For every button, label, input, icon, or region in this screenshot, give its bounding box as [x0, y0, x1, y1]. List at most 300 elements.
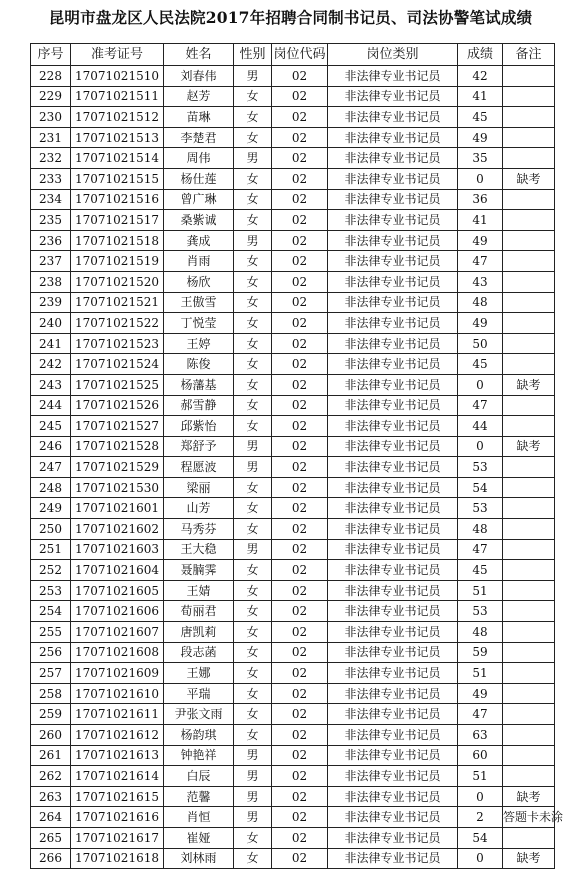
seq-cell: 250	[31, 519, 71, 540]
post-code-cell: 02	[272, 477, 328, 498]
name-cell: 王娜	[164, 663, 234, 684]
note-cell	[503, 107, 555, 128]
note-cell	[503, 313, 555, 334]
exam-id-cell: 17071021618	[71, 848, 164, 869]
table-row	[31, 622, 555, 643]
gender-cell: 男	[234, 539, 272, 560]
name-cell: 郝雪静	[164, 395, 234, 416]
post-code-cell: 02	[272, 560, 328, 581]
name-cell: 王婧	[164, 580, 234, 601]
exam-id-cell: 17071021515	[71, 168, 164, 189]
header-name: 姓名	[164, 44, 234, 66]
score-cell: 45	[458, 560, 503, 581]
table-row	[31, 580, 555, 601]
seq-cell: 248	[31, 477, 71, 498]
table-row	[31, 498, 555, 519]
seq-cell: 259	[31, 704, 71, 725]
score-cell: 53	[458, 498, 503, 519]
score-cell: 53	[458, 601, 503, 622]
header-seq: 序号	[31, 44, 71, 66]
post-category-cell: 非法律专业书记员	[328, 683, 458, 704]
table-row	[31, 642, 555, 663]
table-row	[31, 271, 555, 292]
post-category-cell: 非法律专业书记员	[328, 395, 458, 416]
table-row	[31, 786, 555, 807]
gender-cell: 女	[234, 86, 272, 107]
seq-cell: 242	[31, 354, 71, 375]
score-cell: 47	[458, 539, 503, 560]
name-cell: 郑舒予	[164, 436, 234, 457]
name-cell: 平瑞	[164, 683, 234, 704]
note-cell	[503, 725, 555, 746]
exam-id-cell: 17071021606	[71, 601, 164, 622]
table-row	[31, 210, 555, 231]
post-code-cell: 02	[272, 292, 328, 313]
exam-id-cell: 17071021516	[71, 189, 164, 210]
post-code-cell: 02	[272, 704, 328, 725]
name-cell: 杨藩基	[164, 374, 234, 395]
post-code-cell: 02	[272, 230, 328, 251]
post-code-cell: 02	[272, 807, 328, 828]
post-category-cell: 非法律专业书记员	[328, 539, 458, 560]
document-title: 昆明市盘龙区人民法院2017年招聘合同制书记员、司法协警笔试成绩	[48, 8, 533, 27]
seq-cell: 240	[31, 313, 71, 334]
post-category-cell: 非法律专业书记员	[328, 477, 458, 498]
gender-cell: 男	[234, 745, 272, 766]
table-row	[31, 560, 555, 581]
gender-cell: 女	[234, 519, 272, 540]
seq-cell: 229	[31, 86, 71, 107]
note-cell	[503, 622, 555, 643]
post-code-cell: 02	[272, 436, 328, 457]
post-category-cell: 非法律专业书记员	[328, 519, 458, 540]
name-cell: 程愿波	[164, 457, 234, 478]
post-code-cell: 02	[272, 66, 328, 87]
score-cell: 0	[458, 168, 503, 189]
note-cell: 缺考	[503, 436, 555, 457]
name-cell: 尹张文雨	[164, 704, 234, 725]
score-cell: 0	[458, 786, 503, 807]
post-code-cell: 02	[272, 786, 328, 807]
post-code-cell: 02	[272, 333, 328, 354]
exam-id-cell: 17071021611	[71, 704, 164, 725]
score-cell: 48	[458, 622, 503, 643]
name-cell: 曾广琳	[164, 189, 234, 210]
seq-cell: 235	[31, 210, 71, 231]
table-row	[31, 827, 555, 848]
table-row	[31, 436, 555, 457]
note-cell	[503, 148, 555, 169]
table-row	[31, 251, 555, 272]
gender-cell: 男	[234, 66, 272, 87]
post-code-cell: 02	[272, 354, 328, 375]
table-row	[31, 168, 555, 189]
seq-cell: 247	[31, 457, 71, 478]
seq-cell: 255	[31, 622, 71, 643]
gender-cell: 女	[234, 601, 272, 622]
table-row	[31, 725, 555, 746]
post-code-cell: 02	[272, 519, 328, 540]
post-code-cell: 02	[272, 601, 328, 622]
score-cell: 47	[458, 704, 503, 725]
header-gender: 性别	[234, 44, 272, 66]
exam-id-cell: 17071021609	[71, 663, 164, 684]
exam-id-cell: 17071021523	[71, 333, 164, 354]
post-category-cell: 非法律专业书记员	[328, 436, 458, 457]
seq-cell: 228	[31, 66, 71, 87]
table-row	[31, 704, 555, 725]
exam-id-cell: 17071021528	[71, 436, 164, 457]
table-row	[31, 457, 555, 478]
seq-cell: 254	[31, 601, 71, 622]
post-category-cell: 非法律专业书记员	[328, 704, 458, 725]
score-cell: 48	[458, 292, 503, 313]
score-cell: 49	[458, 683, 503, 704]
seq-cell: 239	[31, 292, 71, 313]
score-cell: 45	[458, 354, 503, 375]
post-category-cell: 非法律专业书记员	[328, 354, 458, 375]
name-cell: 王傲雪	[164, 292, 234, 313]
seq-cell: 237	[31, 251, 71, 272]
exam-id-cell: 17071021512	[71, 107, 164, 128]
seq-cell: 266	[31, 848, 71, 869]
name-cell: 王大稳	[164, 539, 234, 560]
post-category-cell: 非法律专业书记员	[328, 416, 458, 437]
score-cell: 0	[458, 374, 503, 395]
score-cell: 50	[458, 333, 503, 354]
exam-id-cell: 17071021518	[71, 230, 164, 251]
post-code-cell: 02	[272, 148, 328, 169]
gender-cell: 女	[234, 127, 272, 148]
post-code-cell: 02	[272, 189, 328, 210]
gender-cell: 女	[234, 827, 272, 848]
post-code-cell: 02	[272, 271, 328, 292]
exam-id-cell: 17071021526	[71, 395, 164, 416]
post-code-cell: 02	[272, 251, 328, 272]
gender-cell: 男	[234, 786, 272, 807]
name-cell: 聂腩霁	[164, 560, 234, 581]
table-row	[31, 292, 555, 313]
header-score: 成绩	[458, 44, 503, 66]
exam-id-cell: 17071021601	[71, 498, 164, 519]
score-cell: 44	[458, 416, 503, 437]
table-row	[31, 313, 555, 334]
seq-cell: 251	[31, 539, 71, 560]
seq-cell: 244	[31, 395, 71, 416]
note-cell	[503, 766, 555, 787]
seq-cell: 257	[31, 663, 71, 684]
note-cell	[503, 251, 555, 272]
post-code-cell: 02	[272, 313, 328, 334]
gender-cell: 女	[234, 189, 272, 210]
table-row	[31, 477, 555, 498]
post-code-cell: 02	[272, 395, 328, 416]
gender-cell: 女	[234, 251, 272, 272]
post-category-cell: 非法律专业书记员	[328, 786, 458, 807]
table-row	[31, 663, 555, 684]
exam-id-cell: 17071021612	[71, 725, 164, 746]
note-cell	[503, 827, 555, 848]
score-cell: 41	[458, 210, 503, 231]
name-cell: 肖雨	[164, 251, 234, 272]
seq-cell: 233	[31, 168, 71, 189]
exam-id-cell: 17071021613	[71, 745, 164, 766]
post-code-cell: 02	[272, 766, 328, 787]
score-cell: 0	[458, 848, 503, 869]
gender-cell: 女	[234, 168, 272, 189]
score-cell: 49	[458, 313, 503, 334]
post-category-cell: 非法律专业书记员	[328, 642, 458, 663]
post-category-cell: 非法律专业书记员	[328, 86, 458, 107]
seq-cell: 232	[31, 148, 71, 169]
post-code-cell: 02	[272, 745, 328, 766]
seq-cell: 264	[31, 807, 71, 828]
score-cell: 54	[458, 477, 503, 498]
note-cell	[503, 189, 555, 210]
post-code-cell: 02	[272, 127, 328, 148]
name-cell: 李楚君	[164, 127, 234, 148]
name-cell: 苗琳	[164, 107, 234, 128]
table-row	[31, 127, 555, 148]
post-code-cell: 02	[272, 622, 328, 643]
post-category-cell: 非法律专业书记员	[328, 498, 458, 519]
exam-id-cell: 17071021602	[71, 519, 164, 540]
post-code-cell: 02	[272, 374, 328, 395]
gender-cell: 女	[234, 354, 272, 375]
gender-cell: 男	[234, 230, 272, 251]
table-row	[31, 519, 555, 540]
gender-cell: 女	[234, 725, 272, 746]
note-cell	[503, 333, 555, 354]
post-code-cell: 02	[272, 725, 328, 746]
note-cell	[503, 66, 555, 87]
name-cell: 荀丽君	[164, 601, 234, 622]
table-row	[31, 148, 555, 169]
note-cell	[503, 354, 555, 375]
table-row	[31, 416, 555, 437]
post-category-cell: 非法律专业书记员	[328, 745, 458, 766]
post-category-cell: 非法律专业书记员	[328, 601, 458, 622]
gender-cell: 女	[234, 477, 272, 498]
note-cell	[503, 210, 555, 231]
exam-id-cell: 17071021527	[71, 416, 164, 437]
note-cell	[503, 683, 555, 704]
table-row	[31, 86, 555, 107]
exam-id-cell: 17071021525	[71, 374, 164, 395]
gender-cell: 女	[234, 210, 272, 231]
seq-cell: 256	[31, 642, 71, 663]
note-cell	[503, 271, 555, 292]
post-code-cell: 02	[272, 642, 328, 663]
name-cell: 段志菡	[164, 642, 234, 663]
note-cell: 缺考	[503, 168, 555, 189]
name-cell: 崔娅	[164, 827, 234, 848]
seq-cell: 258	[31, 683, 71, 704]
post-code-cell: 02	[272, 539, 328, 560]
header-post-code: 岗位代码	[272, 44, 328, 66]
score-cell: 49	[458, 127, 503, 148]
score-cell: 59	[458, 642, 503, 663]
gender-cell: 女	[234, 560, 272, 581]
name-cell: 杨韵琪	[164, 725, 234, 746]
table-row	[31, 766, 555, 787]
seq-cell: 231	[31, 127, 71, 148]
post-category-cell: 非法律专业书记员	[328, 333, 458, 354]
post-category-cell: 非法律专业书记员	[328, 827, 458, 848]
post-code-cell: 02	[272, 457, 328, 478]
note-cell	[503, 477, 555, 498]
note-cell	[503, 539, 555, 560]
seq-cell: 261	[31, 745, 71, 766]
score-cell: 0	[458, 436, 503, 457]
name-cell: 杨欣	[164, 271, 234, 292]
post-code-cell: 02	[272, 580, 328, 601]
gender-cell: 女	[234, 683, 272, 704]
score-cell: 53	[458, 457, 503, 478]
score-cell: 47	[458, 251, 503, 272]
post-category-cell: 非法律专业书记员	[328, 292, 458, 313]
name-cell: 范馨	[164, 786, 234, 807]
name-cell: 赵芳	[164, 86, 234, 107]
note-cell	[503, 292, 555, 313]
name-cell: 杨仕莲	[164, 168, 234, 189]
score-cell: 51	[458, 663, 503, 684]
seq-cell: 263	[31, 786, 71, 807]
score-cell: 60	[458, 745, 503, 766]
name-cell: 丁悦莹	[164, 313, 234, 334]
header-post-category: 岗位类别	[328, 44, 458, 66]
name-cell: 刘春伟	[164, 66, 234, 87]
post-category-cell: 非法律专业书记员	[328, 251, 458, 272]
post-category-cell: 非法律专业书记员	[328, 725, 458, 746]
post-category-cell: 非法律专业书记员	[328, 663, 458, 684]
seq-cell: 252	[31, 560, 71, 581]
post-code-cell: 02	[272, 416, 328, 437]
table-header-row	[31, 44, 555, 66]
gender-cell: 男	[234, 766, 272, 787]
score-cell: 41	[458, 86, 503, 107]
name-cell: 白辰	[164, 766, 234, 787]
post-category-cell: 非法律专业书记员	[328, 230, 458, 251]
table-row	[31, 807, 555, 828]
table-row	[31, 107, 555, 128]
exam-id-cell: 17071021603	[71, 539, 164, 560]
seq-cell: 243	[31, 374, 71, 395]
post-code-cell: 02	[272, 498, 328, 519]
gender-cell: 男	[234, 148, 272, 169]
score-cell: 49	[458, 230, 503, 251]
exam-id-cell: 17071021617	[71, 827, 164, 848]
gender-cell: 女	[234, 642, 272, 663]
table-row	[31, 745, 555, 766]
table-row	[31, 539, 555, 560]
seq-cell: 249	[31, 498, 71, 519]
exam-id-cell: 17071021510	[71, 66, 164, 87]
post-code-cell: 02	[272, 827, 328, 848]
note-cell	[503, 86, 555, 107]
exam-id-cell: 17071021520	[71, 271, 164, 292]
name-cell: 钟艳祥	[164, 745, 234, 766]
post-category-cell: 非法律专业书记员	[328, 848, 458, 869]
exam-id-cell: 17071021607	[71, 622, 164, 643]
name-cell: 马秀芬	[164, 519, 234, 540]
gender-cell: 女	[234, 313, 272, 334]
gender-cell: 女	[234, 498, 272, 519]
seq-cell: 245	[31, 416, 71, 437]
exam-id-cell: 17071021514	[71, 148, 164, 169]
table-row	[31, 395, 555, 416]
score-cell: 35	[458, 148, 503, 169]
gender-cell: 女	[234, 848, 272, 869]
post-code-cell: 02	[272, 848, 328, 869]
exam-id-cell: 17071021608	[71, 642, 164, 663]
seq-cell: 260	[31, 725, 71, 746]
note-cell	[503, 127, 555, 148]
exam-id-cell: 17071021605	[71, 580, 164, 601]
seq-cell: 236	[31, 230, 71, 251]
name-cell: 刘林雨	[164, 848, 234, 869]
gender-cell: 女	[234, 107, 272, 128]
name-cell: 桑紫诚	[164, 210, 234, 231]
post-category-cell: 非法律专业书记员	[328, 127, 458, 148]
table-row	[31, 374, 555, 395]
note-cell	[503, 395, 555, 416]
gender-cell: 女	[234, 374, 272, 395]
seq-cell: 265	[31, 827, 71, 848]
exam-id-cell: 17071021519	[71, 251, 164, 272]
seq-cell: 246	[31, 436, 71, 457]
table-row	[31, 848, 555, 869]
name-cell: 梁丽	[164, 477, 234, 498]
exam-id-cell: 17071021530	[71, 477, 164, 498]
name-cell: 陈俊	[164, 354, 234, 375]
exam-id-cell: 17071021614	[71, 766, 164, 787]
post-code-cell: 02	[272, 168, 328, 189]
score-cell: 45	[458, 107, 503, 128]
gender-cell: 男	[234, 457, 272, 478]
seq-cell: 234	[31, 189, 71, 210]
note-cell	[503, 498, 555, 519]
table-row	[31, 601, 555, 622]
post-category-cell: 非法律专业书记员	[328, 313, 458, 334]
exam-id-cell: 17071021517	[71, 210, 164, 231]
score-cell: 2	[458, 807, 503, 828]
gender-cell: 女	[234, 663, 272, 684]
post-code-cell: 02	[272, 107, 328, 128]
gender-cell: 女	[234, 271, 272, 292]
note-cell	[503, 663, 555, 684]
score-cell: 48	[458, 519, 503, 540]
score-cell: 43	[458, 271, 503, 292]
post-category-cell: 非法律专业书记员	[328, 622, 458, 643]
gender-cell: 男	[234, 807, 272, 828]
seq-cell: 253	[31, 580, 71, 601]
post-category-cell: 非法律专业书记员	[328, 66, 458, 87]
gender-cell: 男	[234, 436, 272, 457]
name-cell: 王婷	[164, 333, 234, 354]
note-cell: 缺考	[503, 374, 555, 395]
post-category-cell: 非法律专业书记员	[328, 148, 458, 169]
note-cell: 答题卡未涂	[503, 807, 555, 828]
gender-cell: 女	[234, 395, 272, 416]
note-cell	[503, 745, 555, 766]
gender-cell: 女	[234, 580, 272, 601]
exam-id-cell: 17071021615	[71, 786, 164, 807]
gender-cell: 女	[234, 416, 272, 437]
note-cell	[503, 560, 555, 581]
exam-id-cell: 17071021604	[71, 560, 164, 581]
name-cell: 周伟	[164, 148, 234, 169]
